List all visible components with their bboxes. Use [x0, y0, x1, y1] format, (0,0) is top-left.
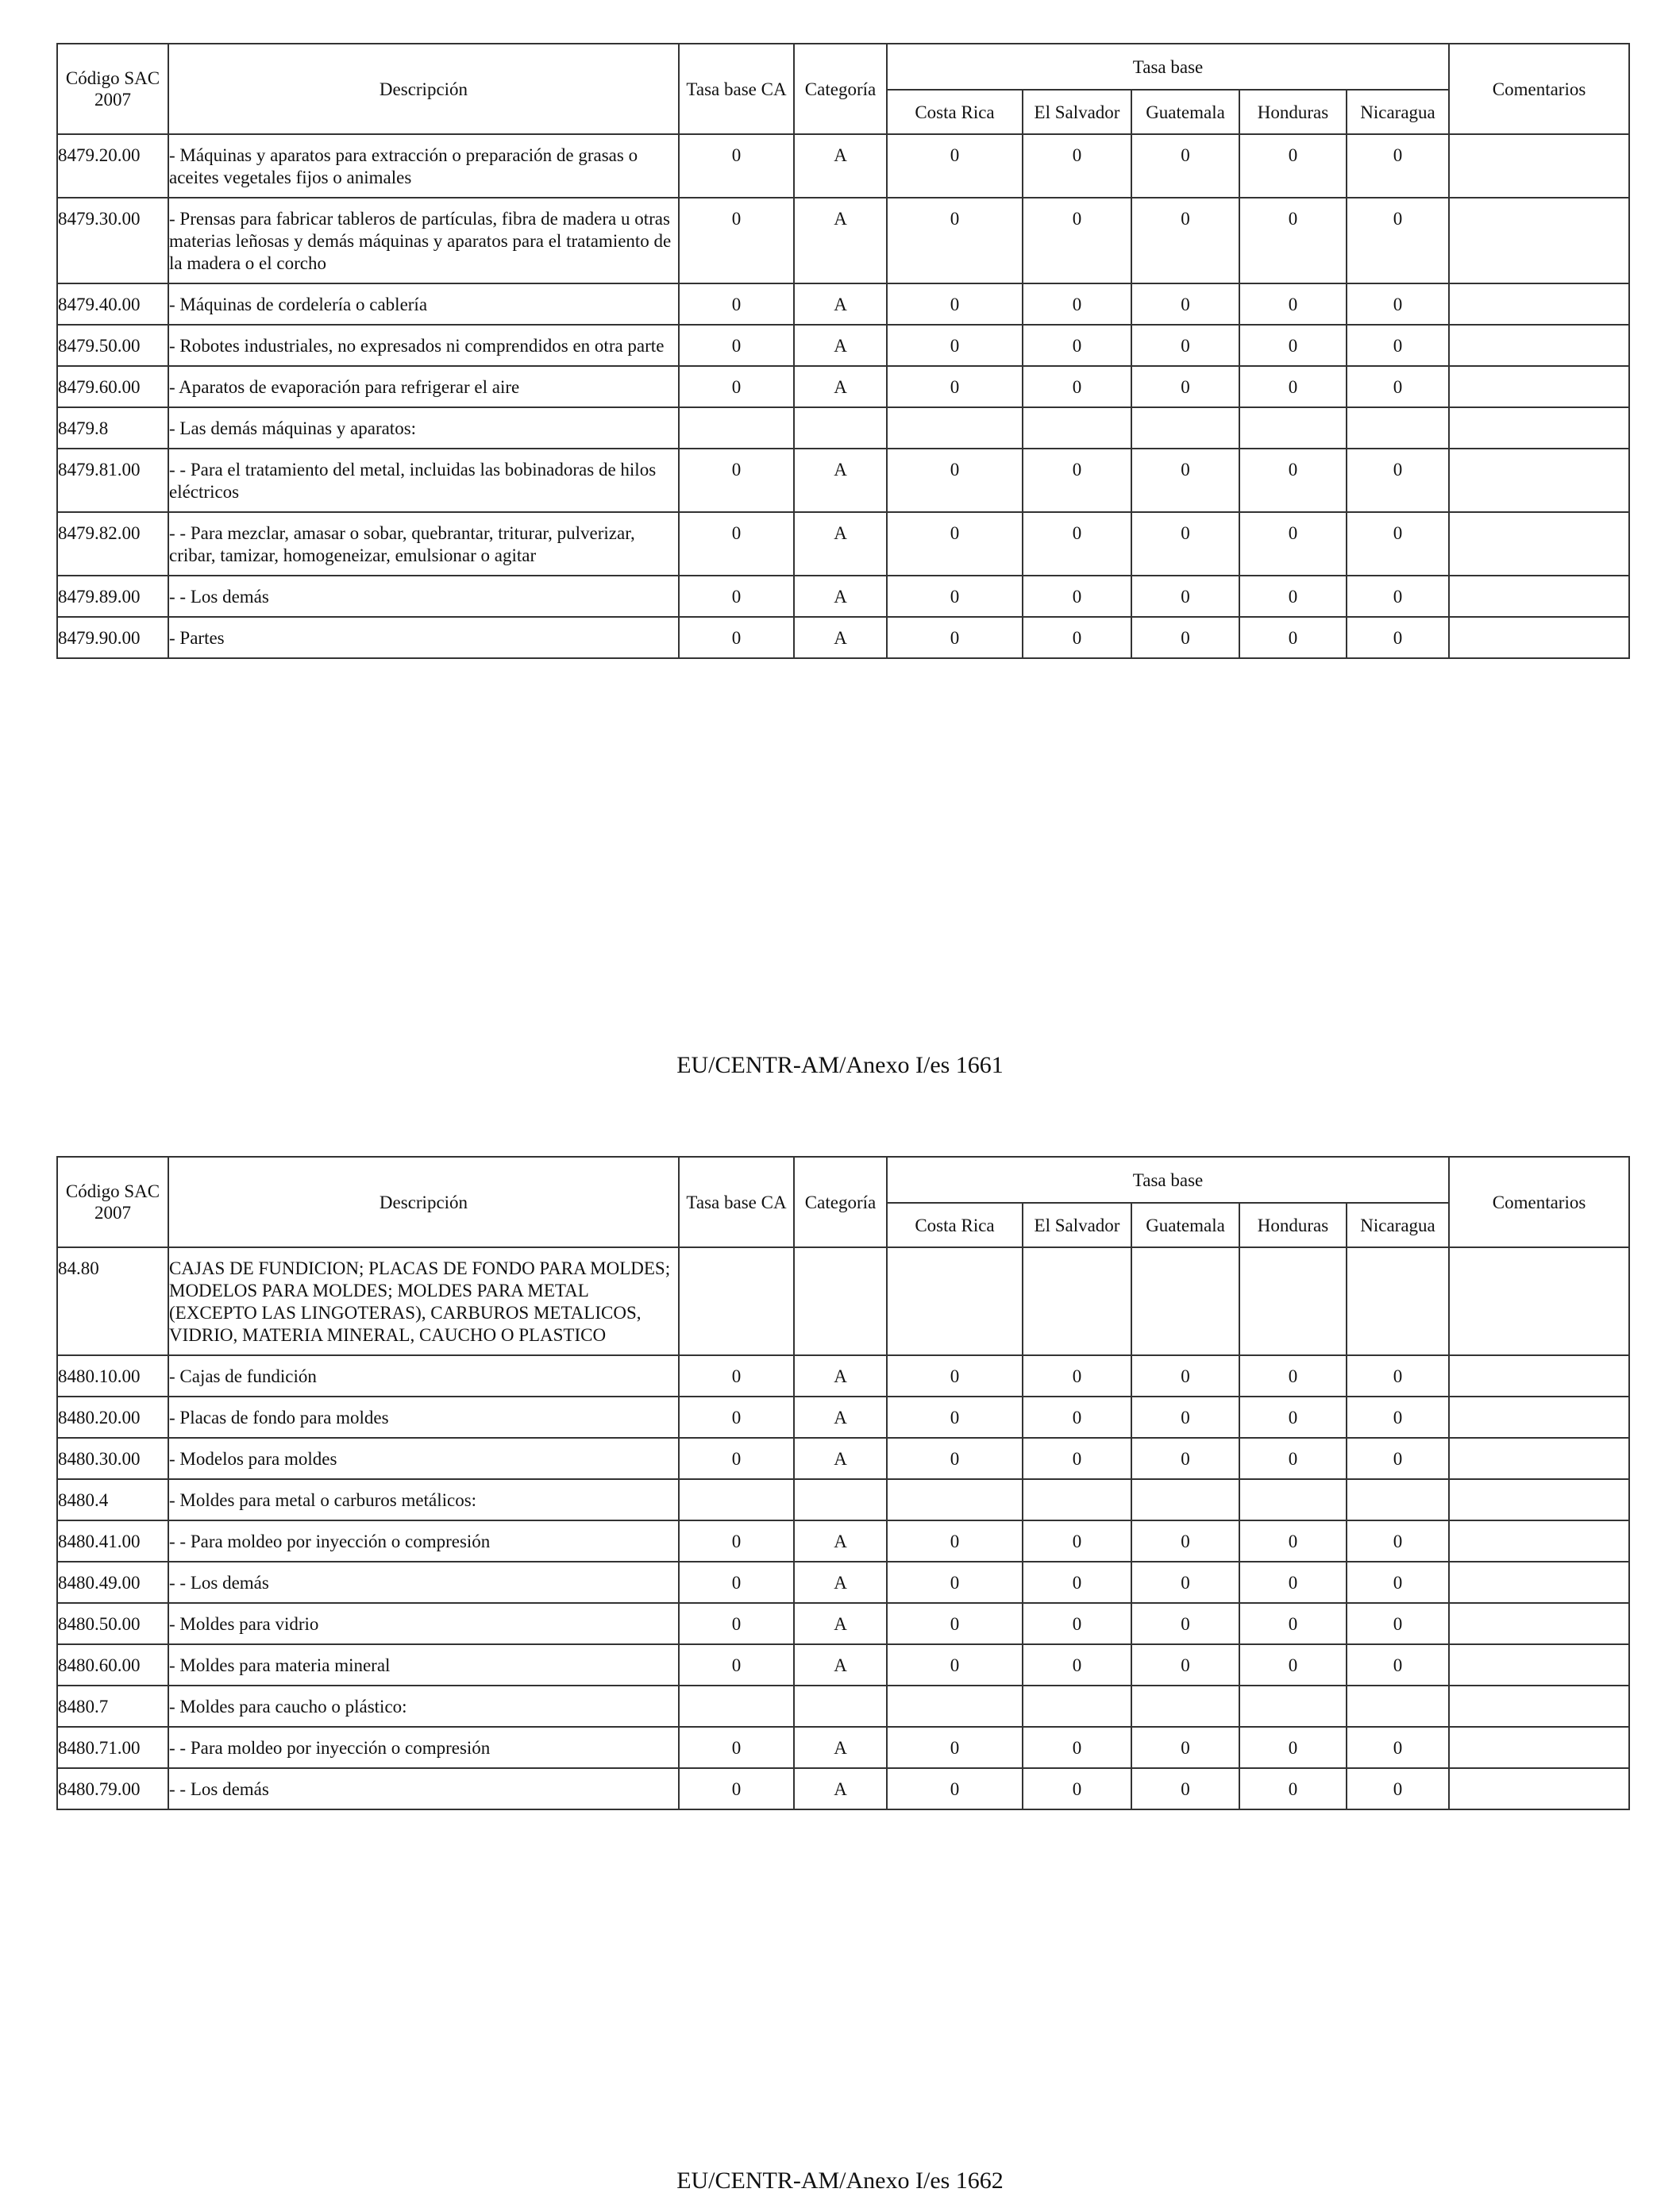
cell-guatemala: 0	[1131, 1355, 1239, 1397]
cell-codigo: 8480.30.00	[57, 1438, 168, 1479]
cell-costa-rica	[887, 1247, 1023, 1355]
cell-tasa-base-ca: 0	[679, 198, 794, 283]
cell-comentarios	[1449, 1562, 1629, 1603]
cell-codigo: 8480.4	[57, 1479, 168, 1520]
cell-descripcion: - Partes	[168, 617, 679, 658]
cell-descripcion: - - Los demás	[168, 576, 679, 617]
cell-guatemala	[1131, 1247, 1239, 1355]
cell-nicaragua: 0	[1347, 617, 1449, 658]
cell-categoria: A	[794, 1644, 887, 1686]
cell-tasa-base-ca: 0	[679, 1603, 794, 1644]
cell-costa-rica: 0	[887, 1520, 1023, 1562]
header-tasa-base: Tasa base	[887, 1157, 1449, 1203]
cell-categoria: A	[794, 1438, 887, 1479]
cell-categoria	[794, 407, 887, 449]
cell-el-salvador: 0	[1023, 1768, 1131, 1809]
cell-costa-rica: 0	[887, 198, 1023, 283]
cell-costa-rica: 0	[887, 366, 1023, 407]
cell-el-salvador: 0	[1023, 1397, 1131, 1438]
cell-guatemala	[1131, 407, 1239, 449]
cell-categoria: A	[794, 1397, 887, 1438]
cell-codigo: 8479.20.00	[57, 134, 168, 198]
cell-el-salvador: 0	[1023, 1644, 1131, 1686]
cell-nicaragua: 0	[1347, 1727, 1449, 1768]
cell-codigo: 8479.8	[57, 407, 168, 449]
cell-tasa-base-ca: 0	[679, 366, 794, 407]
cell-codigo: 8480.49.00	[57, 1562, 168, 1603]
cell-categoria: A	[794, 1768, 887, 1809]
cell-el-salvador: 0	[1023, 617, 1131, 658]
cell-descripcion: - - Los demás	[168, 1768, 679, 1809]
cell-comentarios	[1449, 576, 1629, 617]
cell-guatemala: 0	[1131, 1562, 1239, 1603]
cell-comentarios	[1449, 1520, 1629, 1562]
cell-costa-rica: 0	[887, 1727, 1023, 1768]
cell-costa-rica	[887, 1479, 1023, 1520]
cell-descripcion: - - Para mezclar, amasar o sobar, quebrantar, triturar, pulverizar, cribar, tamizar, homogeneizar, emulsionar o agitar	[168, 512, 679, 576]
cell-guatemala: 0	[1131, 1727, 1239, 1768]
cell-nicaragua	[1347, 1479, 1449, 1520]
cell-comentarios	[1449, 1768, 1629, 1809]
header-honduras: Honduras	[1239, 1203, 1347, 1247]
cell-nicaragua: 0	[1347, 366, 1449, 407]
cell-comentarios	[1449, 1397, 1629, 1438]
cell-el-salvador: 0	[1023, 1520, 1131, 1562]
cell-categoria: A	[794, 325, 887, 366]
cell-comentarios	[1449, 617, 1629, 658]
table-row	[57, 1686, 1629, 1727]
cell-tasa-base-ca: 0	[679, 1727, 794, 1768]
cell-nicaragua: 0	[1347, 1397, 1449, 1438]
cell-comentarios	[1449, 512, 1629, 576]
header-costa-rica: Costa Rica	[887, 90, 1023, 134]
cell-nicaragua	[1347, 407, 1449, 449]
table-row	[57, 325, 1629, 366]
cell-descripcion: - Cajas de fundición	[168, 1355, 679, 1397]
cell-descripcion: - Moldes para caucho o plástico:	[168, 1686, 679, 1727]
table-body	[57, 134, 1629, 658]
cell-tasa-base-ca: 0	[679, 576, 794, 617]
cell-honduras: 0	[1239, 576, 1347, 617]
cell-tasa-base-ca: 0	[679, 1355, 794, 1397]
cell-categoria: A	[794, 512, 887, 576]
cell-categoria: A	[794, 134, 887, 198]
table-row	[57, 1603, 1629, 1644]
cell-tasa-base-ca	[679, 1686, 794, 1727]
cell-descripcion: - - Para moldeo por inyección o compresión	[168, 1727, 679, 1768]
cell-descripcion: - Prensas para fabricar tableros de partículas, fibra de madera u otras materias leñosas y demás máquinas y aparatos para el tratamiento de la madera o el corcho	[168, 198, 679, 283]
cell-guatemala: 0	[1131, 617, 1239, 658]
table-row	[57, 617, 1629, 658]
cell-honduras: 0	[1239, 449, 1347, 512]
cell-honduras	[1239, 407, 1347, 449]
cell-el-salvador: 0	[1023, 1603, 1131, 1644]
cell-tasa-base-ca: 0	[679, 134, 794, 198]
cell-codigo: 8479.40.00	[57, 283, 168, 325]
cell-honduras: 0	[1239, 134, 1347, 198]
header-descripcion: Descripción	[168, 1157, 679, 1247]
table-row	[57, 1562, 1629, 1603]
table-row	[57, 1768, 1629, 1809]
table-row	[57, 407, 1629, 449]
header-descripcion: Descripción	[168, 44, 679, 134]
cell-honduras	[1239, 1479, 1347, 1520]
page-footer: EU/CENTR-AM/Anexo I/es 1661	[676, 1052, 1004, 1078]
table-row	[57, 1247, 1629, 1355]
cell-honduras: 0	[1239, 1520, 1347, 1562]
cell-guatemala: 0	[1131, 283, 1239, 325]
cell-costa-rica: 0	[887, 1562, 1023, 1603]
cell-comentarios	[1449, 1603, 1629, 1644]
table-row	[57, 576, 1629, 617]
cell-guatemala	[1131, 1479, 1239, 1520]
cell-guatemala: 0	[1131, 1397, 1239, 1438]
header-guatemala: Guatemala	[1131, 90, 1239, 134]
header-comentarios: Comentarios	[1449, 44, 1629, 134]
cell-guatemala: 0	[1131, 1644, 1239, 1686]
cell-categoria: A	[794, 617, 887, 658]
cell-categoria	[794, 1247, 887, 1355]
cell-descripcion: - Máquinas y aparatos para extracción o preparación de grasas o aceites vegetales fijos o animales	[168, 134, 679, 198]
table-row	[57, 134, 1629, 198]
cell-honduras: 0	[1239, 1768, 1347, 1809]
cell-honduras: 0	[1239, 1355, 1347, 1397]
cell-honduras: 0	[1239, 1397, 1347, 1438]
cell-comentarios	[1449, 449, 1629, 512]
cell-nicaragua: 0	[1347, 1644, 1449, 1686]
cell-honduras: 0	[1239, 325, 1347, 366]
cell-nicaragua: 0	[1347, 1355, 1449, 1397]
cell-honduras	[1239, 1247, 1347, 1355]
cell-honduras: 0	[1239, 1644, 1347, 1686]
cell-guatemala: 0	[1131, 366, 1239, 407]
cell-tasa-base-ca: 0	[679, 1768, 794, 1809]
cell-tasa-base-ca: 0	[679, 1438, 794, 1479]
cell-descripcion: - Aparatos de evaporación para refrigerar el aire	[168, 366, 679, 407]
cell-honduras: 0	[1239, 283, 1347, 325]
cell-guatemala: 0	[1131, 1768, 1239, 1809]
cell-descripcion: - Moldes para materia mineral	[168, 1644, 679, 1686]
cell-codigo: 8480.41.00	[57, 1520, 168, 1562]
cell-descripcion: CAJAS DE FUNDICION; PLACAS DE FONDO PARA MOLDES; MODELOS PARA MOLDES; MOLDES PARA METAL (EXCEPTO LAS LINGOTERAS), CARBUROS METALICOS, VIDRIO, MATERIA MINERAL, CAUCHO O PLASTICO	[168, 1247, 679, 1355]
cell-categoria	[794, 1686, 887, 1727]
cell-codigo: 8480.50.00	[57, 1603, 168, 1644]
cell-comentarios	[1449, 325, 1629, 366]
cell-honduras: 0	[1239, 366, 1347, 407]
cell-el-salvador: 0	[1023, 198, 1131, 283]
cell-nicaragua: 0	[1347, 325, 1449, 366]
cell-nicaragua: 0	[1347, 512, 1449, 576]
cell-categoria: A	[794, 1603, 887, 1644]
cell-tasa-base-ca: 0	[679, 1520, 794, 1562]
cell-costa-rica: 0	[887, 1355, 1023, 1397]
table-row	[57, 449, 1629, 512]
cell-guatemala	[1131, 1686, 1239, 1727]
cell-guatemala: 0	[1131, 1603, 1239, 1644]
cell-codigo: 8480.10.00	[57, 1355, 168, 1397]
cell-nicaragua: 0	[1347, 283, 1449, 325]
cell-categoria: A	[794, 1355, 887, 1397]
cell-descripcion: - Robotes industriales, no expresados ni comprendidos en otra parte	[168, 325, 679, 366]
cell-codigo: 84.80	[57, 1247, 168, 1355]
cell-costa-rica	[887, 1686, 1023, 1727]
cell-codigo: 8480.20.00	[57, 1397, 168, 1438]
cell-tasa-base-ca: 0	[679, 325, 794, 366]
cell-nicaragua: 0	[1347, 576, 1449, 617]
cell-honduras	[1239, 1686, 1347, 1727]
cell-tasa-base-ca: 0	[679, 1644, 794, 1686]
cell-codigo: 8479.82.00	[57, 512, 168, 576]
cell-comentarios	[1449, 1644, 1629, 1686]
cell-comentarios	[1449, 1479, 1629, 1520]
header-tasa-base-ca: Tasa base CA	[679, 44, 794, 134]
cell-nicaragua	[1347, 1247, 1449, 1355]
cell-descripcion: - - Para moldeo por inyección o compresión	[168, 1520, 679, 1562]
table-row	[57, 366, 1629, 407]
cell-nicaragua	[1347, 1686, 1449, 1727]
cell-el-salvador: 0	[1023, 576, 1131, 617]
cell-el-salvador	[1023, 407, 1131, 449]
table-row	[57, 1355, 1629, 1397]
cell-costa-rica: 0	[887, 1768, 1023, 1809]
cell-descripcion: - - Para el tratamiento del metal, incluidas las bobinadoras de hilos eléctricos	[168, 449, 679, 512]
cell-guatemala: 0	[1131, 325, 1239, 366]
cell-nicaragua: 0	[1347, 1520, 1449, 1562]
header-comentarios: Comentarios	[1449, 1157, 1629, 1247]
cell-codigo: 8479.81.00	[57, 449, 168, 512]
table-row	[57, 198, 1629, 283]
table-row	[57, 1479, 1629, 1520]
cell-categoria: A	[794, 576, 887, 617]
cell-categoria: A	[794, 1562, 887, 1603]
header-honduras: Honduras	[1239, 90, 1347, 134]
cell-honduras: 0	[1239, 1603, 1347, 1644]
tariff-table-1	[56, 43, 1630, 659]
cell-honduras: 0	[1239, 1438, 1347, 1479]
cell-comentarios	[1449, 1247, 1629, 1355]
cell-costa-rica: 0	[887, 576, 1023, 617]
cell-comentarios	[1449, 1727, 1629, 1768]
header-nicaragua: Nicaragua	[1347, 90, 1449, 134]
cell-comentarios	[1449, 407, 1629, 449]
cell-nicaragua: 0	[1347, 1562, 1449, 1603]
cell-descripcion: - Moldes para metal o carburos metálicos:	[168, 1479, 679, 1520]
cell-codigo: 8479.90.00	[57, 617, 168, 658]
cell-honduras: 0	[1239, 512, 1347, 576]
cell-el-salvador	[1023, 1247, 1131, 1355]
header-nicaragua: Nicaragua	[1347, 1203, 1449, 1247]
cell-comentarios	[1449, 198, 1629, 283]
cell-costa-rica	[887, 407, 1023, 449]
page-footer: EU/CENTR-AM/Anexo I/es 1662	[676, 2167, 1004, 2194]
cell-categoria: A	[794, 283, 887, 325]
cell-guatemala: 0	[1131, 1438, 1239, 1479]
cell-codigo: 8480.60.00	[57, 1644, 168, 1686]
cell-honduras: 0	[1239, 1727, 1347, 1768]
cell-honduras: 0	[1239, 198, 1347, 283]
cell-el-salvador: 0	[1023, 283, 1131, 325]
cell-descripcion: - Placas de fondo para moldes	[168, 1397, 679, 1438]
cell-costa-rica: 0	[887, 283, 1023, 325]
cell-tasa-base-ca	[679, 407, 794, 449]
header-codigo: Código SAC 2007	[57, 44, 168, 134]
cell-codigo: 8480.71.00	[57, 1727, 168, 1768]
cell-categoria: A	[794, 198, 887, 283]
cell-tasa-base-ca: 0	[679, 1562, 794, 1603]
cell-tasa-base-ca: 0	[679, 283, 794, 325]
cell-costa-rica: 0	[887, 512, 1023, 576]
cell-codigo: 8479.89.00	[57, 576, 168, 617]
cell-el-salvador: 0	[1023, 1562, 1131, 1603]
cell-el-salvador: 0	[1023, 325, 1131, 366]
table-row	[57, 512, 1629, 576]
cell-honduras: 0	[1239, 617, 1347, 658]
cell-tasa-base-ca: 0	[679, 617, 794, 658]
cell-nicaragua: 0	[1347, 134, 1449, 198]
cell-costa-rica: 0	[887, 1397, 1023, 1438]
header-tasa-base: Tasa base	[887, 44, 1449, 90]
cell-guatemala: 0	[1131, 576, 1239, 617]
cell-costa-rica: 0	[887, 1603, 1023, 1644]
cell-el-salvador	[1023, 1479, 1131, 1520]
cell-codigo: 8479.30.00	[57, 198, 168, 283]
cell-costa-rica: 0	[887, 325, 1023, 366]
cell-codigo: 8479.50.00	[57, 325, 168, 366]
header-costa-rica: Costa Rica	[887, 1203, 1023, 1247]
cell-descripcion: - - Los demás	[168, 1562, 679, 1603]
cell-el-salvador: 0	[1023, 512, 1131, 576]
cell-comentarios	[1449, 1686, 1629, 1727]
header-el-salvador: El Salvador	[1023, 90, 1131, 134]
cell-nicaragua: 0	[1347, 1603, 1449, 1644]
cell-guatemala: 0	[1131, 134, 1239, 198]
cell-comentarios	[1449, 283, 1629, 325]
cell-nicaragua: 0	[1347, 198, 1449, 283]
cell-descripcion: - Moldes para vidrio	[168, 1603, 679, 1644]
cell-descripcion: - Las demás máquinas y aparatos:	[168, 407, 679, 449]
cell-codigo: 8480.7	[57, 1686, 168, 1727]
cell-tasa-base-ca	[679, 1479, 794, 1520]
cell-categoria: A	[794, 1727, 887, 1768]
cell-honduras: 0	[1239, 1562, 1347, 1603]
cell-el-salvador: 0	[1023, 366, 1131, 407]
cell-guatemala: 0	[1131, 198, 1239, 283]
cell-el-salvador: 0	[1023, 449, 1131, 512]
cell-el-salvador: 0	[1023, 1438, 1131, 1479]
table-row	[57, 1438, 1629, 1479]
header-tasa-base-ca: Tasa base CA	[679, 1157, 794, 1247]
cell-comentarios	[1449, 1438, 1629, 1479]
cell-nicaragua: 0	[1347, 1438, 1449, 1479]
header-guatemala: Guatemala	[1131, 1203, 1239, 1247]
cell-guatemala: 0	[1131, 1520, 1239, 1562]
cell-comentarios	[1449, 366, 1629, 407]
cell-tasa-base-ca: 0	[679, 449, 794, 512]
cell-tasa-base-ca	[679, 1247, 794, 1355]
cell-tasa-base-ca: 0	[679, 1397, 794, 1438]
cell-guatemala: 0	[1131, 512, 1239, 576]
cell-el-salvador: 0	[1023, 134, 1131, 198]
cell-comentarios	[1449, 134, 1629, 198]
cell-guatemala: 0	[1131, 449, 1239, 512]
cell-costa-rica: 0	[887, 1644, 1023, 1686]
cell-costa-rica: 0	[887, 1438, 1023, 1479]
header-codigo: Código SAC 2007	[57, 1157, 168, 1247]
table-body	[57, 1247, 1629, 1809]
cell-codigo: 8480.79.00	[57, 1768, 168, 1809]
table-row	[57, 1520, 1629, 1562]
cell-costa-rica: 0	[887, 134, 1023, 198]
header-categoria: Categoría	[794, 1157, 887, 1247]
cell-nicaragua: 0	[1347, 1768, 1449, 1809]
cell-el-salvador	[1023, 1686, 1131, 1727]
cell-tasa-base-ca: 0	[679, 512, 794, 576]
cell-categoria: A	[794, 1520, 887, 1562]
header-categoria: Categoría	[794, 44, 887, 134]
header-el-salvador: El Salvador	[1023, 1203, 1131, 1247]
table-row	[57, 1397, 1629, 1438]
cell-el-salvador: 0	[1023, 1355, 1131, 1397]
cell-comentarios	[1449, 1355, 1629, 1397]
cell-el-salvador: 0	[1023, 1727, 1131, 1768]
cell-costa-rica: 0	[887, 617, 1023, 658]
tariff-table-2	[56, 1156, 1630, 1810]
cell-categoria: A	[794, 366, 887, 407]
cell-categoria: A	[794, 449, 887, 512]
table-row	[57, 283, 1629, 325]
cell-descripcion: - Modelos para moldes	[168, 1438, 679, 1479]
cell-nicaragua: 0	[1347, 449, 1449, 512]
cell-descripcion: - Máquinas de cordelería o cablería	[168, 283, 679, 325]
table-row	[57, 1727, 1629, 1768]
cell-costa-rica: 0	[887, 449, 1023, 512]
cell-categoria	[794, 1479, 887, 1520]
cell-codigo: 8479.60.00	[57, 366, 168, 407]
table-row	[57, 1644, 1629, 1686]
